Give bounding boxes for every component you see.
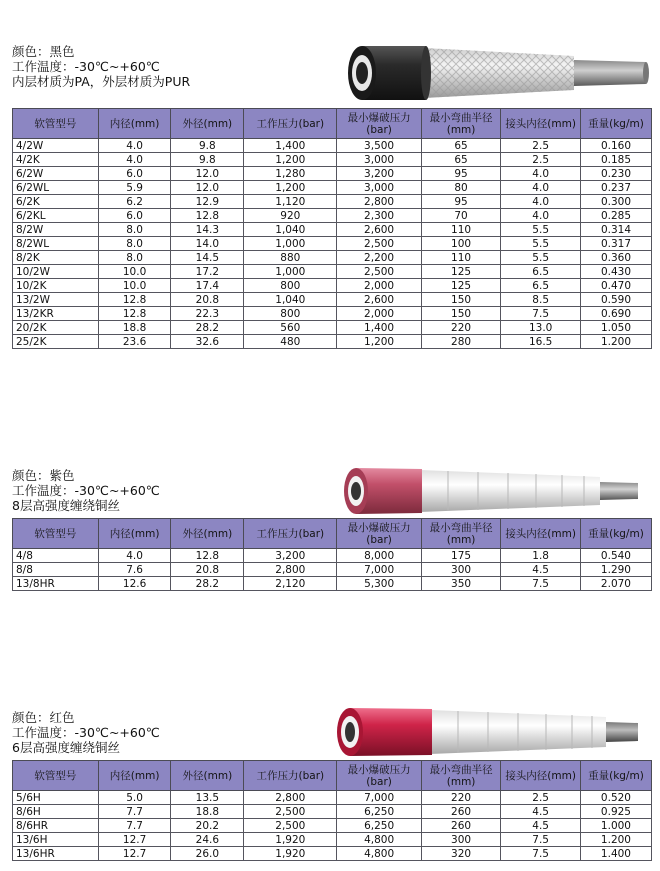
- table-cell: 2,600: [337, 223, 421, 237]
- table-cell: 12.7: [98, 833, 171, 847]
- table-cell: 28.2: [171, 321, 244, 335]
- column-header: 最小弯曲半径(mm): [421, 761, 501, 791]
- table-row: [13, 549, 652, 563]
- column-header: 重量(kg/m): [580, 519, 651, 549]
- table-row: [13, 237, 652, 251]
- column-header: 最小弯曲半径(mm): [421, 109, 501, 139]
- table-cell: 2,800: [244, 791, 337, 805]
- table-cell: 6,250: [337, 819, 421, 833]
- table-cell: 3,200: [244, 549, 337, 563]
- table-cell: 1,400: [244, 139, 337, 153]
- model-cell: 5/6H: [13, 791, 99, 805]
- model-cell: 10/2K: [13, 279, 99, 293]
- table-cell: 220: [421, 321, 501, 335]
- table-cell: 110: [421, 223, 501, 237]
- table-row: [13, 279, 652, 293]
- table-cell: 4.0: [98, 549, 171, 563]
- table-cell: 4.0: [501, 195, 581, 209]
- table-cell: 22.3: [171, 307, 244, 321]
- table-cell: 1,000: [244, 237, 337, 251]
- table-row: [13, 223, 652, 237]
- table-cell: 0.230: [580, 167, 651, 181]
- table-cell: 4,800: [337, 833, 421, 847]
- table-cell: 2,500: [244, 805, 337, 819]
- table-cell: 1,040: [244, 293, 337, 307]
- table-row: [13, 153, 652, 167]
- table-cell: 320: [421, 847, 501, 861]
- table-cell: 4.0: [501, 181, 581, 195]
- table-cell: 2.5: [501, 139, 581, 153]
- table-cell: 20.2: [171, 819, 244, 833]
- table-cell: 100: [421, 237, 501, 251]
- column-header: 重量(kg/m): [580, 761, 651, 791]
- table-cell: 2,500: [244, 819, 337, 833]
- table-cell: 10.0: [98, 265, 171, 279]
- table-cell: 4.0: [98, 153, 171, 167]
- table-cell: 4.0: [501, 209, 581, 223]
- table-cell: 0.520: [580, 791, 651, 805]
- model-cell: 8/2WL: [13, 237, 99, 251]
- column-header: 最小弯曲半径(mm): [421, 519, 501, 549]
- model-cell: 6/2W: [13, 167, 99, 181]
- table-cell: 4,800: [337, 847, 421, 861]
- table-cell: 2,800: [244, 563, 337, 577]
- table-cell: 2,500: [337, 237, 421, 251]
- table-cell: 6.0: [98, 167, 171, 181]
- table-cell: 12.8: [171, 209, 244, 223]
- table-cell: 3,500: [337, 139, 421, 153]
- table-cell: 300: [421, 563, 501, 577]
- table-cell: 95: [421, 167, 501, 181]
- table-cell: 12.6: [98, 577, 171, 591]
- table-cell: 4.5: [501, 563, 581, 577]
- column-header: 内径(mm): [98, 761, 171, 791]
- table-cell: 8,000: [337, 549, 421, 563]
- temperature-line: 工作温度：-30℃~+60℃: [12, 483, 160, 498]
- color-line: 颜色：红色: [12, 710, 75, 725]
- model-cell: 6/2WL: [13, 181, 99, 195]
- table-cell: 32.6: [171, 335, 244, 349]
- table-cell: 260: [421, 805, 501, 819]
- column-header: 接头内径(mm): [501, 761, 581, 791]
- table-cell: 5.9: [98, 181, 171, 195]
- table-cell: 9.8: [171, 139, 244, 153]
- table-cell: 8.0: [98, 223, 171, 237]
- table-cell: 4.0: [501, 167, 581, 181]
- table-cell: 1.400: [580, 847, 651, 861]
- hose-image-red: [330, 704, 644, 758]
- table-cell: 12.8: [98, 307, 171, 321]
- table-cell: 2.5: [501, 153, 581, 167]
- table-cell: 14.3: [171, 223, 244, 237]
- table-cell: 110: [421, 251, 501, 265]
- table-cell: 2,000: [337, 307, 421, 321]
- table-cell: 17.4: [171, 279, 244, 293]
- table-cell: 7.6: [98, 563, 171, 577]
- table-cell: 220: [421, 791, 501, 805]
- hose-section-black: [12, 0, 652, 380]
- table-cell: 150: [421, 307, 501, 321]
- table-cell: 1,200: [244, 181, 337, 195]
- reinforcement-line: 8层高强度缠绕铜丝: [12, 498, 120, 513]
- model-cell: 6/2K: [13, 195, 99, 209]
- table-cell: 0.360: [580, 251, 651, 265]
- table-cell: 2,120: [244, 577, 337, 591]
- table-cell: 1.200: [580, 335, 651, 349]
- table-cell: 880: [244, 251, 337, 265]
- table-cell: 13.5: [171, 791, 244, 805]
- table-cell: 280: [421, 335, 501, 349]
- model-cell: 8/8: [13, 563, 99, 577]
- hose-image-purple: [338, 464, 644, 516]
- column-header: 工作压力(bar): [244, 761, 337, 791]
- hose-description: [12, 468, 160, 513]
- table-cell: 125: [421, 265, 501, 279]
- table-cell: 18.8: [171, 805, 244, 819]
- table-cell: 175: [421, 549, 501, 563]
- table-row: [13, 791, 652, 805]
- model-cell: 8/6HR: [13, 819, 99, 833]
- model-cell: 4/2K: [13, 153, 99, 167]
- table-cell: 2.5: [501, 791, 581, 805]
- table-cell: 0.430: [580, 265, 651, 279]
- table-cell: 7.7: [98, 819, 171, 833]
- column-header: 工作压力(bar): [244, 109, 337, 139]
- hose-description: [12, 710, 160, 755]
- model-cell: 8/2K: [13, 251, 99, 265]
- column-header: 内径(mm): [98, 519, 171, 549]
- table-row: [13, 167, 652, 181]
- table-cell: 2,300: [337, 209, 421, 223]
- table-cell: 2,500: [337, 265, 421, 279]
- table-cell: 1,200: [337, 335, 421, 349]
- table-cell: 0.925: [580, 805, 651, 819]
- table-cell: 125: [421, 279, 501, 293]
- table-row: [13, 293, 652, 307]
- table-cell: 24.6: [171, 833, 244, 847]
- table-cell: 2,600: [337, 293, 421, 307]
- table-cell: 1,920: [244, 847, 337, 861]
- table-cell: 80: [421, 181, 501, 195]
- table-row: [13, 181, 652, 195]
- table-cell: 1,920: [244, 833, 337, 847]
- model-cell: 4/8: [13, 549, 99, 563]
- table-cell: 8.0: [98, 237, 171, 251]
- column-header: 外径(mm): [171, 109, 244, 139]
- hose-image-black: [344, 40, 654, 106]
- table-row: [13, 139, 652, 153]
- table-cell: 0.690: [580, 307, 651, 321]
- table-cell: 800: [244, 279, 337, 293]
- model-cell: 8/2W: [13, 223, 99, 237]
- table-cell: 1.000: [580, 819, 651, 833]
- column-header: 重量(kg/m): [580, 109, 651, 139]
- table-cell: 2,000: [337, 279, 421, 293]
- table-cell: 2,800: [337, 195, 421, 209]
- model-cell: 25/2K: [13, 335, 99, 349]
- table-cell: 9.8: [171, 153, 244, 167]
- table-cell: 7.5: [501, 577, 581, 591]
- model-cell: 13/8HR: [13, 577, 99, 591]
- table-cell: 12.8: [98, 293, 171, 307]
- table-cell: 7.5: [501, 307, 581, 321]
- table-cell: 6,250: [337, 805, 421, 819]
- table-cell: 1,200: [244, 153, 337, 167]
- color-line: 颜色：紫色: [12, 468, 75, 483]
- table-cell: 26.0: [171, 847, 244, 861]
- table-cell: 20.8: [171, 563, 244, 577]
- table-cell: 0.317: [580, 237, 651, 251]
- table-row: [13, 209, 652, 223]
- table-cell: 6.2: [98, 195, 171, 209]
- table-cell: 3,000: [337, 153, 421, 167]
- table-cell: 260: [421, 819, 501, 833]
- table-cell: 17.2: [171, 265, 244, 279]
- table-row: [13, 805, 652, 819]
- table-cell: 3,200: [337, 167, 421, 181]
- model-cell: 6/2KL: [13, 209, 99, 223]
- table-cell: 4.5: [501, 805, 581, 819]
- table-row: [13, 195, 652, 209]
- table-cell: 5.5: [501, 223, 581, 237]
- spec-table: [12, 760, 652, 861]
- table-row: [13, 833, 652, 847]
- color-line: 颜色：黑色: [12, 44, 75, 59]
- model-cell: 8/6H: [13, 805, 99, 819]
- table-cell: 0.590: [580, 293, 651, 307]
- column-header: 最小爆破压力(bar): [337, 519, 421, 549]
- table-cell: 23.6: [98, 335, 171, 349]
- table-cell: 2.070: [580, 577, 651, 591]
- table-cell: 6.5: [501, 279, 581, 293]
- table-cell: 0.160: [580, 139, 651, 153]
- table-cell: 0.314: [580, 223, 651, 237]
- table-cell: 7,000: [337, 791, 421, 805]
- table-cell: 1,280: [244, 167, 337, 181]
- table-cell: 7.7: [98, 805, 171, 819]
- hose-section-purple: [12, 462, 652, 602]
- table-cell: 12.0: [171, 181, 244, 195]
- temperature-line: 工作温度：-30℃~+60℃: [12, 59, 160, 74]
- column-header: 软管型号: [13, 109, 99, 139]
- table-cell: 0.540: [580, 549, 651, 563]
- spec-table: [12, 518, 652, 591]
- table-cell: 14.5: [171, 251, 244, 265]
- table-cell: 1,400: [337, 321, 421, 335]
- table-cell: 1,040: [244, 223, 337, 237]
- column-header: 工作压力(bar): [244, 519, 337, 549]
- model-cell: 13/2KR: [13, 307, 99, 321]
- table-row: [13, 265, 652, 279]
- column-header: 接头内径(mm): [501, 109, 581, 139]
- table-cell: 1,000: [244, 265, 337, 279]
- table-cell: 18.8: [98, 321, 171, 335]
- material-line: 内层材质为PA，外层材质为PUR: [12, 74, 191, 89]
- model-cell: 4/2W: [13, 139, 99, 153]
- table-cell: 1.200: [580, 833, 651, 847]
- table-cell: 1.8: [501, 549, 581, 563]
- table-row: [13, 321, 652, 335]
- table-cell: 4.5: [501, 819, 581, 833]
- table-cell: 12.9: [171, 195, 244, 209]
- model-cell: 20/2K: [13, 321, 99, 335]
- table-cell: 0.285: [580, 209, 651, 223]
- table-cell: 5.0: [98, 791, 171, 805]
- table-cell: 6.0: [98, 209, 171, 223]
- table-cell: 920: [244, 209, 337, 223]
- table-cell: 1,120: [244, 195, 337, 209]
- table-cell: 4.0: [98, 139, 171, 153]
- model-cell: 13/6H: [13, 833, 99, 847]
- table-cell: 0.300: [580, 195, 651, 209]
- table-row: [13, 819, 652, 833]
- table-cell: 12.7: [98, 847, 171, 861]
- table-cell: 3,000: [337, 181, 421, 195]
- table-cell: 0.237: [580, 181, 651, 195]
- spec-table: [12, 108, 652, 349]
- table-cell: 7.5: [501, 833, 581, 847]
- column-header: 外径(mm): [171, 761, 244, 791]
- table-cell: 20.8: [171, 293, 244, 307]
- table-cell: 8.0: [98, 251, 171, 265]
- hose-description: [12, 44, 190, 89]
- table-cell: 70: [421, 209, 501, 223]
- table-row: [13, 847, 652, 861]
- table-row: [13, 563, 652, 577]
- table-row: [13, 335, 652, 349]
- table-cell: 0.185: [580, 153, 651, 167]
- model-cell: 13/2W: [13, 293, 99, 307]
- table-cell: 10.0: [98, 279, 171, 293]
- column-header: 内径(mm): [98, 109, 171, 139]
- table-cell: 1.290: [580, 563, 651, 577]
- table-cell: 65: [421, 153, 501, 167]
- table-cell: 5,300: [337, 577, 421, 591]
- table-cell: 560: [244, 321, 337, 335]
- table-cell: 6.5: [501, 265, 581, 279]
- temperature-line: 工作温度：-30℃~+60℃: [12, 725, 160, 740]
- table-cell: 12.0: [171, 167, 244, 181]
- table-row: [13, 251, 652, 265]
- table-cell: 0.470: [580, 279, 651, 293]
- table-cell: 800: [244, 307, 337, 321]
- table-cell: 5.5: [501, 251, 581, 265]
- table-cell: 5.5: [501, 237, 581, 251]
- table-cell: 16.5: [501, 335, 581, 349]
- table-row: [13, 577, 652, 591]
- column-header: 软管型号: [13, 519, 99, 549]
- table-cell: 7.5: [501, 847, 581, 861]
- table-cell: 14.0: [171, 237, 244, 251]
- table-cell: 95: [421, 195, 501, 209]
- table-cell: 300: [421, 833, 501, 847]
- table-cell: 350: [421, 577, 501, 591]
- table-cell: 480: [244, 335, 337, 349]
- table-cell: 8.5: [501, 293, 581, 307]
- column-header: 最小爆破压力(bar): [337, 109, 421, 139]
- table-cell: 12.8: [171, 549, 244, 563]
- model-cell: 13/6HR: [13, 847, 99, 861]
- table-cell: 13.0: [501, 321, 581, 335]
- table-cell: 2,200: [337, 251, 421, 265]
- model-cell: 10/2W: [13, 265, 99, 279]
- hose-section-red: [12, 704, 652, 871]
- column-header: 软管型号: [13, 761, 99, 791]
- table-cell: 7,000: [337, 563, 421, 577]
- table-cell: 150: [421, 293, 501, 307]
- column-header: 最小爆破压力(bar): [337, 761, 421, 791]
- reinforcement-line: 6层高强度缠绕铜丝: [12, 740, 120, 755]
- table-cell: 65: [421, 139, 501, 153]
- column-header: 外径(mm): [171, 519, 244, 549]
- table-cell: 28.2: [171, 577, 244, 591]
- table-cell: 1.050: [580, 321, 651, 335]
- column-header: 接头内径(mm): [501, 519, 581, 549]
- table-row: [13, 307, 652, 321]
